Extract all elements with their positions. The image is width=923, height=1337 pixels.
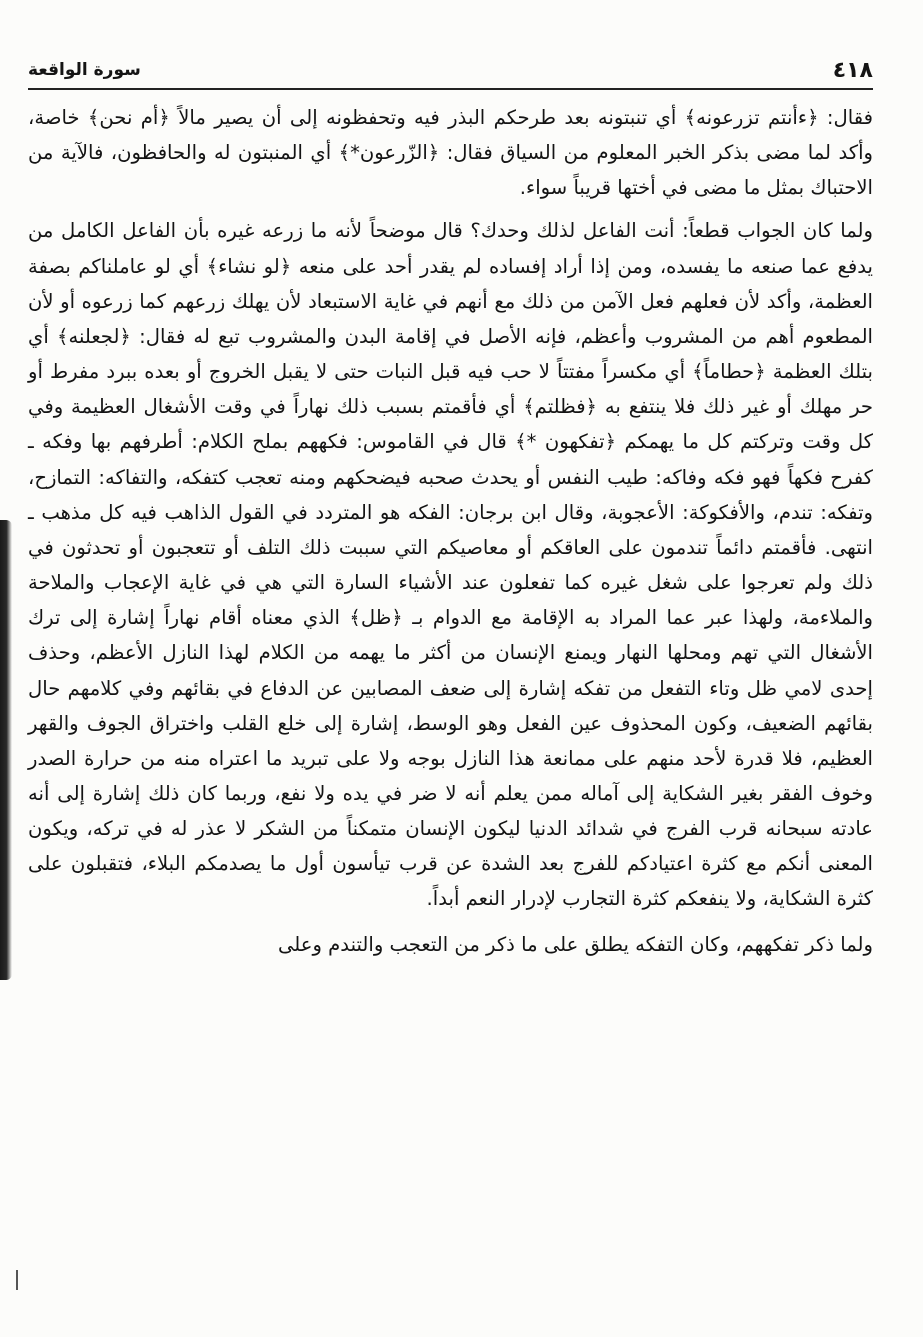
page-header [28, 52, 873, 90]
page-number: ٤١٨ [832, 58, 873, 83]
scan-edge-shadow [0, 520, 12, 980]
paragraph-2: ولما كان الجواب قطعاً: أنت الفاعل لذلك وحدك؟ قال موضحاً لأنه ما زرعه غيره بأن الفاعل الكامل من يدفع عما صنعه ما يفسده، ومن إذا أراد إفساده لم يقدر أحد على منعه ﴿لو نشاء﴾ أي لو عاملناكم بصفة العظمة، وأكد لأن فعلهم فعل الآمن من ذلك مع أنهم في غاية الاستبعاد لأن يهلك زرعهم كما زرعوه أو لأن المطعوم أهم من المشروب وأعظم، فإنه الأصل في إقامة البدن والمشروب تبع له فقال: ﴿لجعلنه﴾ أي بتلك العظمة ﴿حطاماً﴾ أي مكسراً مفتتاً لا حب فيه قبل النبات حتى لا يقبل الخروج أو بعده ببرد مفرط أو حر مهلك أو غير ذلك فلا ينتفع به ﴿فظلتم﴾ أي فأقمتم بسبب ذلك نهاراً في وقت الأشغال العظيمة وفي كل وقت وتركتم كل ما يهمكم ﴿تفكهون *﴾ قال في القاموس: فكههم بملح الكلام: أطرفهم بها وفكه ـ كفرح فكهاً فهو فكه وفاكه: طيب النفس أو يحدث صحبه فيضحكهم ومنه تعجب كتفكه، والتفاكه: التمازح، وتفكه: تندم، والأفكوكة: الأعجوبة، وقال ابن برجان: الفكه هو المتردد في القول الذاهب فيه كل مذهب ـ انتهى. فأقمتم دائماً تندمون على العاقكم أو معاصيكم التي سببت ذلك التلف أو تتعجبون أو تحدثون في ذلك ولم تعرجوا على شغل غيره كما تفعلون عند الأشياء السارة التي هي في غاية الإعجاب والملاحة والملاءمة، ولهذا عبر عما المراد به الإقامة مع الدوام بـ ﴿ظل﴾ الذي معناه أقام نهاراً إشارة إلى ترك الأشغال التي تهم ومحلها النهار ويمنع الإنسان من أكثر ما يهمه من الكلام لهذا النازل الأعظم، وحذف إحدى لامي ظل وتاء التفعل من تفكه إشارة إلى ضعف المصابين عن الدفاع في بقائهم وفي كلامهم حال بقائهم الضعيف، وكون المحذوف عين الفعل وهو الوسط، إشارة إلى خلع القلب واختراق الجوف والقهر العظيم، فلا قدرة لأحد منهم على ممانعة هذا النازل بوجه ولا على تبريد ما اعتراه منه من حرارة الصدر وخوف الفقر بغير الشكاية إلى آماله ممن يعلم أنه لا ضر في يده ولا نفع، وربما كان ذلك إشارة إلى أنه عادته سبحانه قرب الفرج في شدائد الدنيا ليكون الإنسان متمكناً من الشكر لا عذر له في تركه، ويكون المعنى أنكم مع كثرة اعتيادكم للفرج بعد الشدة عن قرب تيأسون أول ما يصدمكم البلاء، فتقبلون على كثرة الشكاية، ولا ينفعكم كثرة التجارب لإدرار النعم أبداً. [28, 219, 873, 911]
surah-title: سورة الواقعة [28, 60, 141, 80]
page-body [28, 100, 873, 962]
paragraph-3: ولما ذكر تفكههم، وكان التفكه يطلق على ما ذكر من التعجب والتندم وعلى [277, 932, 873, 956]
paragraph-1: فقال: ﴿ءأنتم تزرعونه﴾ أي تنبتونه بعد طرحكم البذر فيه وتحفظونه إلى أن يصير مالاً ﴿أم نحن﴾ خاصة، وأكد لما مضى بذكر الخبر المعلوم من السياق فقال: ﴿الزّرعون*﴾ أي المنبتون له والحافظون، فالآية من الاحتباك بمثل ما مضى في أختها قريباً سواء. [28, 106, 873, 200]
margin-mark [16, 1270, 18, 1290]
